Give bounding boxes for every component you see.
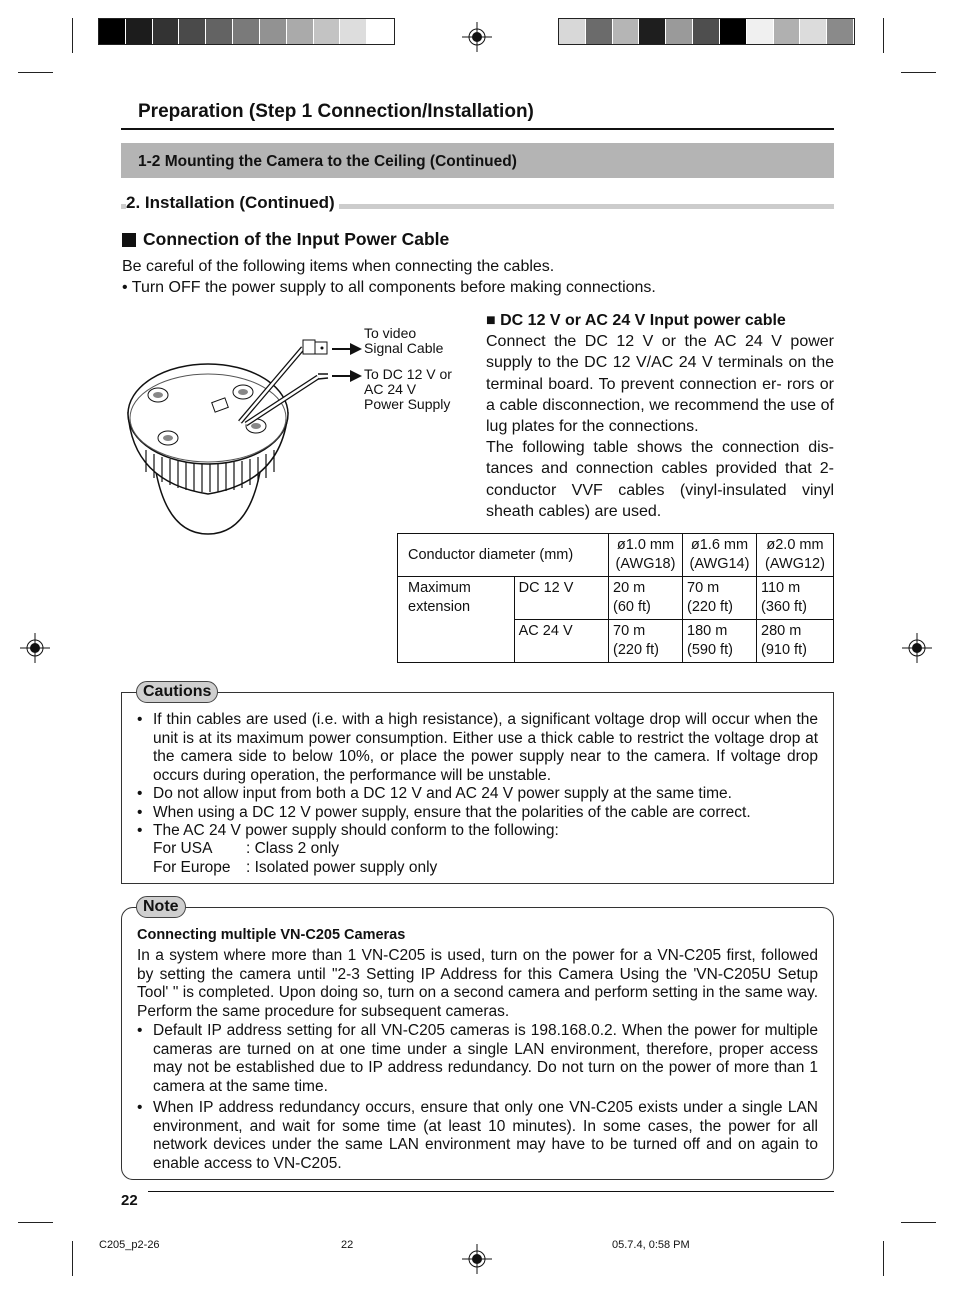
power-cable-heading: ■ DC 12 V or AC 24 V Input power cable <box>486 312 786 329</box>
table-cell-text: ø1.0 mm <box>616 537 675 553</box>
table-header-cell <box>609 534 683 577</box>
table-cell-text: (910 ft) <box>761 642 807 658</box>
table-cell <box>609 577 683 620</box>
table-voltage-cell <box>514 620 608 663</box>
crop-mark <box>883 1241 884 1276</box>
connection-intro: Be careful of the following items when connecting the cables. <box>122 258 555 275</box>
table-cell-text: ø1.6 mm <box>690 537 749 553</box>
table-cell-text: 70 m <box>613 623 646 639</box>
crop-mark <box>72 1241 73 1276</box>
region-row-usa <box>153 840 339 858</box>
note-label: Note <box>136 896 186 918</box>
table-cell-text: Maximum <box>408 580 471 596</box>
table-cell-text: 180 m <box>687 623 728 639</box>
page-number: 22 <box>121 1192 138 1209</box>
table-cell-text: ø2.0 mm <box>766 537 824 553</box>
table-row <box>398 534 834 577</box>
connection-heading-text: Connection of the Input Power Cable <box>143 229 450 249</box>
subtitle: 2. Installation (Continued) <box>126 193 339 213</box>
note-para: In a system where more than 1 VN-C205 is used, turn on the power for a VN-C205 first, followed by setting the camera until "2-3 Setting IP Address for this Camera Using the 'VN-C205U Setup Tool' " is completed. Upon doing so, turn on a second camera and perform setting in the same way. Perform the same procedure for subsequent cameras. <box>137 947 818 1020</box>
table-cell <box>683 577 757 620</box>
figure-label-line: To DC 12 V or <box>364 366 452 382</box>
table-header-text: Conductor diameter (mm) <box>408 546 574 563</box>
list-item: • Default IP address setting for all VN-C205 cameras is 198.168.0.2. When the power for multiple cameras are turned on at one time under a single LAN environment, therefore, proper access may not be established due to IP address redundancy. Do not turn on the power of more than 1 camera at the same time. <box>137 1022 818 1096</box>
registration-mark-icon <box>20 633 50 663</box>
table-cell-text: (220 ft) <box>687 599 733 615</box>
crop-mark <box>18 72 53 73</box>
note-list <box>137 1022 818 1173</box>
table-cell <box>757 620 834 663</box>
table-cell-text: DC 12 V <box>518 580 574 596</box>
cautions-label: Cautions <box>136 681 218 703</box>
figure-label-line: Signal Cable <box>364 340 444 356</box>
table-cell-text: (AWG18) <box>615 556 676 572</box>
footer-file-name: C205_p2-26 <box>99 1239 160 1251</box>
region-value: : Class 2 only <box>246 840 340 857</box>
connection-heading <box>122 229 449 250</box>
table-header-label <box>398 534 609 577</box>
region-row-europe <box>153 859 437 877</box>
table-cell-text: extension <box>408 599 471 615</box>
table-cell-text: 110 m <box>761 580 801 596</box>
table-header-cell <box>757 534 834 577</box>
table-cell-text: (220 ft) <box>613 642 659 658</box>
region-value: : Isolated power supply only <box>246 859 438 876</box>
figure-label-video <box>364 326 443 356</box>
band-title: 1-2 Mounting the Camera to the Ceiling (Continued) <box>138 153 517 170</box>
table-cell-text: (360 ft) <box>761 599 807 615</box>
connection-bullet: • Turn OFF the power supply to all components before making connections. <box>122 279 656 296</box>
cautions-list <box>137 711 818 841</box>
crop-mark <box>18 1222 53 1223</box>
table-row-label <box>398 577 515 663</box>
list-item: • If thin cables are used (i.e. with a high resistance), a significant voltage drop will occur when the unit is at its maximum power consumption. Either use a thick cable to restrict the voltage drop at the camera side to below 10%, or place the power supply near to the camera. If voltage drop occurs during operation, the performance will be unstable. <box>137 711 818 785</box>
registration-mark-icon <box>462 22 492 52</box>
footer-timestamp: 05.7.4, 0:58 PM <box>612 1239 690 1251</box>
table-cell-text: 20 m <box>613 580 646 596</box>
table-cell <box>683 620 757 663</box>
section-title: Preparation (Step 1 Connection/Installation) <box>138 101 534 122</box>
table-cell-text: AC 24 V <box>518 623 573 639</box>
cautions-box <box>121 692 834 884</box>
region-label: For Europe <box>153 859 231 876</box>
figure-label-line: AC 24 V <box>364 381 417 397</box>
table-row <box>398 577 834 620</box>
crop-mark <box>901 1222 936 1223</box>
table-cell-text: (590 ft) <box>687 642 733 658</box>
figure-label-line: Power Supply <box>364 396 451 412</box>
table-cell <box>757 577 834 620</box>
table-voltage-cell <box>514 577 608 620</box>
subsection-band <box>121 143 834 178</box>
power-cable-para-1: Connect the DC 12 V or the AC 24 V power supply to the DC 12 V/AC 24 V terminals on the terminal board. To prevent connection er- rors or a cable disconnection, we recommend the use of lug plates for the connections. <box>486 333 834 436</box>
list-item: • When IP address redundancy occurs, ensure that only one VN-C205 exists under a single LAN environment, and wait for some time (at least 10 minutes). In some cases, the power for all network devices under the same LAN environment may have to be turned off and on again to enable access to VN-C205. <box>137 1099 818 1173</box>
table-cell-text: 280 m <box>761 623 802 639</box>
region-label: For USA <box>153 840 213 857</box>
figure-label-line: To video <box>364 325 417 341</box>
power-cable-para-2: The following table shows the connection dis- tances and connection cables provided that 2- conductor VVF cables (vinyl-insulated vinyl sheath cables) are used. <box>486 439 834 520</box>
table-cell-text: (AWG14) <box>689 556 750 572</box>
list-item: • The AC 24 V power supply should conform to the following: <box>137 822 818 841</box>
footer-rule <box>148 1191 834 1192</box>
spec-table <box>397 533 834 663</box>
list-item: • When using a DC 12 V power supply, ensure that the polarities of the cable are correct. <box>137 804 818 823</box>
list-item: • Do not allow input from both a DC 12 V and AC 24 V power supply at the same time. <box>137 785 818 804</box>
footer-page-center: 22 <box>341 1239 354 1251</box>
table-cell-text: 70 m <box>687 580 720 596</box>
registration-mark-icon <box>462 1244 492 1274</box>
color-bar-right <box>558 18 855 45</box>
square-bullet-icon <box>122 233 136 247</box>
table-cell-text: (AWG12) <box>765 556 825 572</box>
section-rule <box>121 128 834 130</box>
registration-mark-icon <box>902 633 932 663</box>
note-box <box>121 907 834 1180</box>
color-bar-left <box>98 18 395 45</box>
crop-mark <box>72 18 73 53</box>
table-cell-text: (60 ft) <box>613 599 651 615</box>
crop-mark <box>883 18 884 53</box>
table-header-cell <box>683 534 757 577</box>
crop-mark <box>901 72 936 73</box>
figure-label-power <box>364 367 452 412</box>
note-title: Connecting multiple VN-C205 Cameras <box>137 927 406 943</box>
table-cell <box>609 620 683 663</box>
